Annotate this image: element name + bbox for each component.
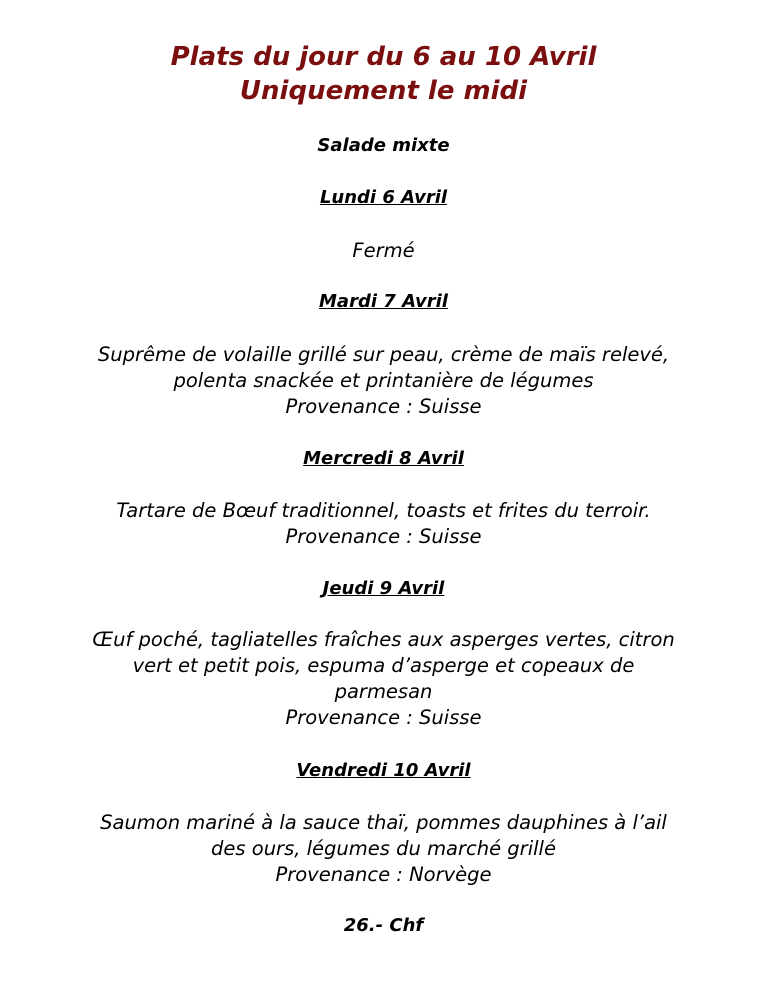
provenance-line: Provenance : Norvège xyxy=(275,863,492,886)
title-line-dates: Plats du jour du 6 au 10 Avril xyxy=(170,42,597,72)
dish-line: Tartare de Bœuf traditionnel, toasts et frites du terroir. xyxy=(116,499,651,522)
menu-title xyxy=(0,40,767,108)
price-label: 26.- Chf xyxy=(343,915,424,936)
day-heading-thursday: Jeudi 9 Avril xyxy=(322,578,445,599)
dish-line: polenta snackée et printanière de légumes xyxy=(173,369,594,392)
dish-line: Saumon mariné à la sauce thaï, pommes dauphines à l’ail xyxy=(100,811,667,834)
day-heading-monday: Lundi 6 Avril xyxy=(319,187,448,208)
day-heading-wednesday: Mercredi 8 Avril xyxy=(303,448,464,469)
dish-wednesday xyxy=(40,498,727,550)
title-line-lunch-only: Uniquement le midi xyxy=(239,76,528,106)
dish-thursday xyxy=(40,627,727,731)
day-heading-tuesday: Mardi 7 Avril xyxy=(319,291,448,312)
provenance-line: Provenance : Suisse xyxy=(285,395,482,418)
dish-line: Fermé xyxy=(352,239,415,262)
dish-tuesday xyxy=(40,342,727,420)
starter-heading: Salade mixte xyxy=(317,135,450,156)
dish-line: vert et petit pois, espuma d’asperge et copeaux de xyxy=(132,654,635,677)
dish-line: des ours, légumes du marché grillé xyxy=(211,837,556,860)
dish-monday xyxy=(40,238,727,264)
dish-line: Œuf poché, tagliatelles fraîches aux asperges vertes, citron xyxy=(92,628,675,651)
dish-friday xyxy=(40,810,727,888)
provenance-line: Provenance : Suisse xyxy=(285,706,482,729)
dish-line: Suprême de volaille grillé sur peau, crème de maïs relevé, xyxy=(97,343,670,366)
dish-line: parmesan xyxy=(334,680,433,703)
day-heading-friday: Vendredi 10 Avril xyxy=(296,760,471,781)
provenance-line: Provenance : Suisse xyxy=(285,525,482,548)
